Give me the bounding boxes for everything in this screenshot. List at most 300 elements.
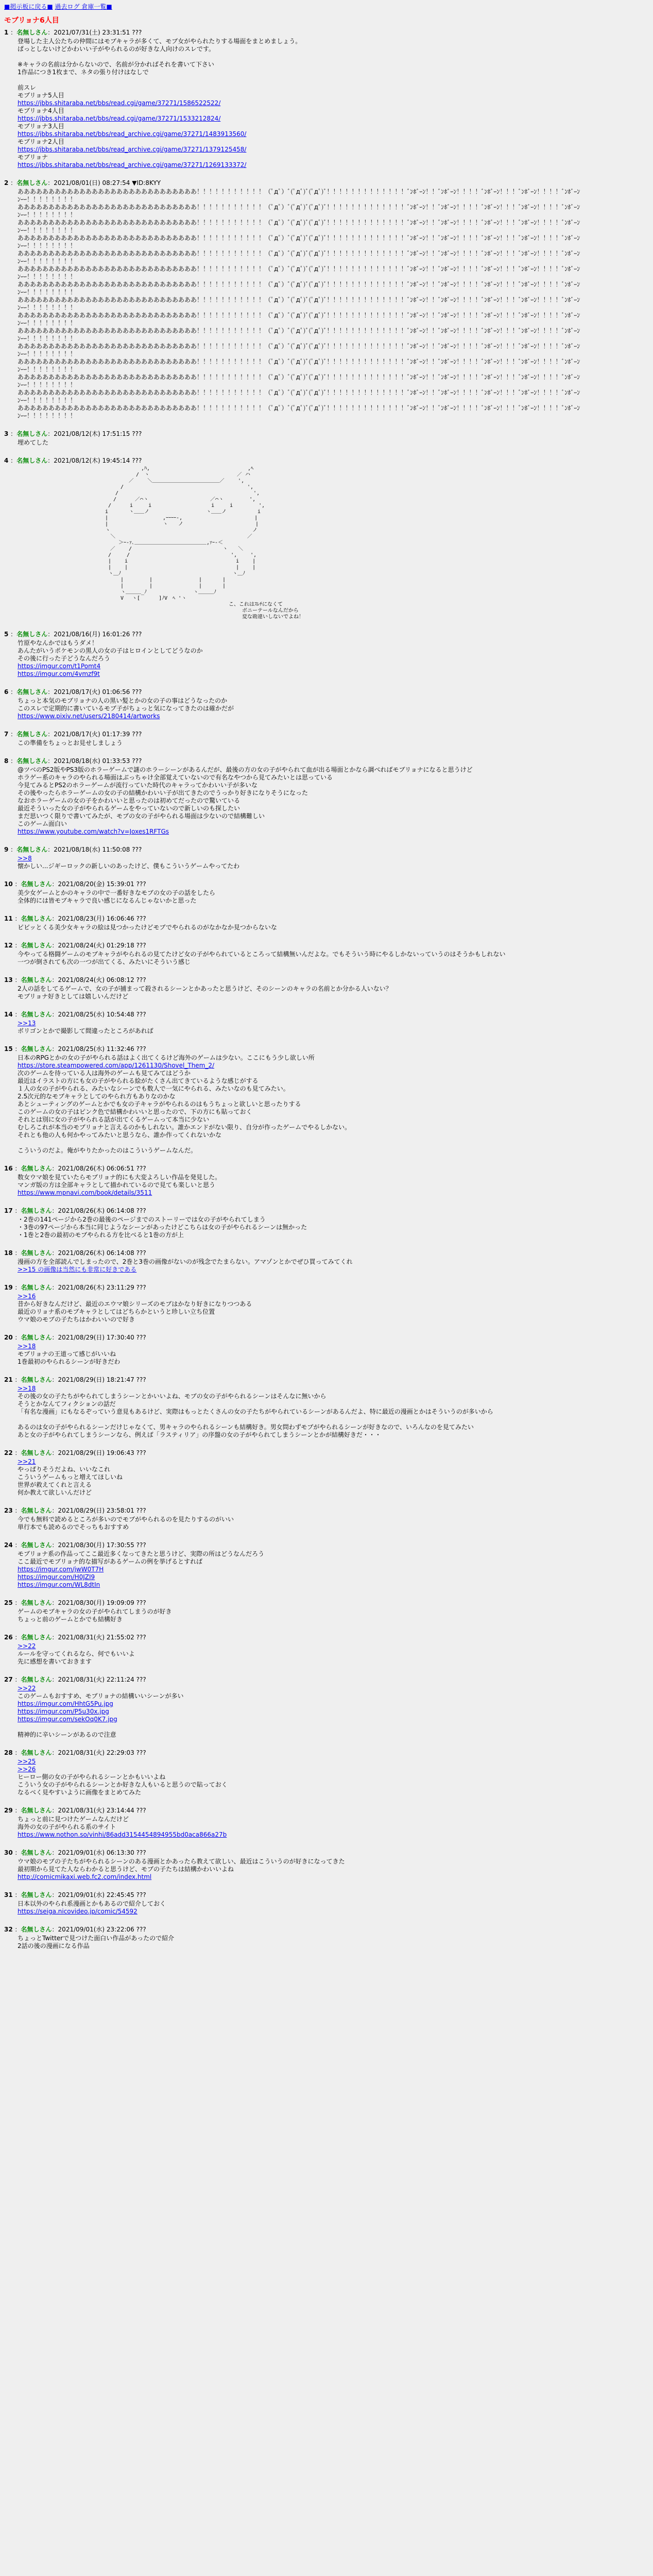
post-link[interactable]: https://imgur.com/HhtG5Pu.jpg <box>18 1700 113 1707</box>
post-line <box>18 1189 649 1197</box>
thread-title: モブリョナ6人目 <box>4 16 59 25</box>
post-link[interactable]: https://seiga.nicovideo.jp/comic/54592 <box>18 1908 138 1915</box>
post <box>4 1507 649 1531</box>
post-line: あとシューティングのゲームとかでも女の子キャラがやられるのはもうちょっと欲しいと思ったりする <box>18 1100 301 1108</box>
post-line: モブリョナ2人目 <box>18 138 64 145</box>
post-link[interactable]: https://jbbs.shitaraba.net/bbs/read_archive.cgi/game/37271/1483913560/ <box>18 130 247 138</box>
post-line: / ヽ ／ ハ <box>18 472 251 478</box>
post-body <box>18 439 649 447</box>
post-line: 「有名な漫画」にもなるぞっていう意見もあるけど、実際はもっとたくさんの女の子たちがやられているシーンがあるんだよ、特に最近の漫画とかはそういうのが多いから <box>18 1408 493 1415</box>
post-number[interactable]: 16 <box>4 1165 13 1172</box>
post-line: 漫画の方を全部読んでしまったので、2巻と3巻の画像がないのが残念でたまらない。アマゾンとかでぜひ買ってみてくれ <box>18 1258 353 1265</box>
post-date: ：2021/08/24(火) 01:29:18 ??? <box>51 942 146 949</box>
post <box>4 915 649 931</box>
post-line: ＞ｰ‐ｧ､＿＿＿＿＿＿＿＿＿＿＿＿＿＿,ｧｰ‐＜ <box>18 540 224 546</box>
post-line: V ヽ[ ]ﾉV ﾍ 'ヽ <box>18 596 187 601</box>
post-number[interactable]: 24 <box>4 1541 13 1549</box>
post-line: | | | | <box>18 565 256 570</box>
post-link[interactable]: https://imgur.com/WL8dtIn <box>18 1581 100 1588</box>
post-line: ボニーテールなんだから <box>18 608 299 614</box>
post <box>4 1376 649 1439</box>
post-line <box>18 130 649 138</box>
post-line: @ツベのPS2版やPS3版のホラーゲームで謎のホラーシーンがあるんだが、最後の方の女の子がやられて血が出る場面とかなら調べればモブリョナになると思うけど <box>18 766 473 773</box>
reply-anchor-link[interactable]: >>22 <box>18 1642 36 1650</box>
post-line: その後の女の子たちがやられてしまうシーンとかいいよね、モブの女の子がやられるシーンはそんなに無いから <box>18 1393 326 1400</box>
post-line: 埋めてした <box>18 439 49 446</box>
post-number[interactable]: 22 <box>4 1449 13 1456</box>
post-line: 前スレ <box>18 84 37 91</box>
post-body <box>18 1900 649 1916</box>
post-header: 28 ：名無しさん：2021/08/31(火) 22:29:03 ??? <box>4 1749 146 1756</box>
post-link[interactable]: https://jbbs.shitaraba.net/bbs/read.cgi/game/37271/1533212824/ <box>18 115 221 122</box>
post-body <box>18 1642 649 1666</box>
post-body <box>18 1054 649 1155</box>
post-link[interactable]: https://store.steampowered.com/app/1261130/Shovel_Them_2/ <box>18 1062 215 1069</box>
post-number[interactable]: 23 <box>4 1507 13 1514</box>
post-line: ここ最近でモブリョナ的な描写があるゲームの例を挙げるとすれば <box>18 1558 203 1565</box>
post-line <box>18 1766 649 1773</box>
post-header: 31 ：名無しさん：2021/09/01(水) 22:45:45 ??? <box>4 1891 146 1899</box>
post-line: こ、これはｽﾚﾁになくて <box>18 602 283 607</box>
post-date: ：2021/08/31(火) 23:14:44 ??? <box>51 1807 146 1814</box>
post-line <box>18 670 649 678</box>
post-line: / i i i i ', <box>18 503 265 509</box>
post-line <box>18 1873 649 1881</box>
post-header: 23 ：名無しさん：2021/08/29(日) 23:58:01 ??? <box>4 1507 146 1514</box>
reply-anchor-link[interactable]: >>22 <box>18 1685 36 1692</box>
post-number[interactable]: 11 <box>4 915 13 922</box>
post-link[interactable]: https://www.nothon.so/vinhi/86add3154454894955bd0aca866a27b <box>18 1831 227 1838</box>
post-line: ﾝｰｰ！！！！！！！！ <box>18 242 77 249</box>
post-line: ヒーロー側の女の子がやられるシーンとかもいいよね <box>18 1773 166 1781</box>
post-number[interactable]: 9 <box>4 846 9 853</box>
post-header: 14 ：名無しさん：2021/08/25(水) 10:54:48 ??? <box>4 1011 146 1018</box>
post-line: モブリョナ <box>18 154 48 161</box>
post-body <box>18 985 649 1001</box>
post-number[interactable]: 27 <box>4 1676 13 1683</box>
archive-list-link[interactable]: 過去ログ 倉庫一覧■ <box>55 3 112 10</box>
reply-anchor-link[interactable]: >>16 <box>18 1293 36 1300</box>
post-link[interactable]: https://jbbs.shitaraba.net/bbs/read_archive.cgi/game/37271/1379125458/ <box>18 146 247 153</box>
post <box>4 1249 649 1274</box>
post-line: ヽ ￣ ノ <box>18 528 258 533</box>
post-line: その後に行った子どうなんだろう <box>18 655 111 662</box>
post-date: ：2021/08/26(木) 06:14:08 ??? <box>51 1249 146 1257</box>
post-line: 変な勘違いしないでよね！ <box>18 614 304 620</box>
post-line: あんたがいうポケモンの黒人の女の子はヒロインとしてどうなのか <box>18 647 203 654</box>
post-number[interactable]: 32 <box>4 1926 13 1933</box>
post-date: ：2021/08/16(月) 16:01:26 ??? <box>47 631 142 638</box>
post <box>4 1676 649 1739</box>
post-number[interactable]: 15 <box>4 1045 13 1053</box>
post-line: モブリョナ4人目 <box>18 107 64 114</box>
post <box>4 1045 649 1155</box>
post-line: 昔から好きなんだけど、最近のエウマ娘シリーズのモブはかなり好きになりつつある <box>18 1300 252 1308</box>
post-date: ：2021/08/25(水) 11:32:46 ??? <box>51 1045 146 1053</box>
post-body <box>18 951 649 966</box>
post-line: 今見てみるとPS2のホラーゲームが流行っていた時代のキャラってかわいい子が多いな <box>18 782 258 789</box>
post-line <box>18 1139 649 1147</box>
post-line: / ', <box>18 484 254 490</box>
post-line: 2人の話をしてるゲームで、女の子が捕まって殺されるシーンとかあったと思うけど、そのシーンのキャラの名前とか分かる人いない？ <box>18 985 392 992</box>
post-number[interactable]: 4 <box>4 457 9 464</box>
post-body <box>18 1816 649 1839</box>
post-line <box>18 1758 649 1766</box>
post-line <box>18 1416 649 1423</box>
post-date: ：2021/08/26(木) 06:14:08 ??? <box>51 1207 146 1214</box>
top-nav <box>4 2 649 11</box>
post <box>4 1011 649 1035</box>
post-line: あるのは女の子がやられるシーンだけじゃなくて、男キャラのやられるシーンも結構好き。男女問わずモブがやられるシーンが好きなので、いろんなのを見てみたい <box>18 1423 474 1431</box>
post-line: その後やったらホラーゲームの女の子の結構かわいい子が出てきたのでうっかり好きになりそうになった <box>18 789 308 796</box>
post-line: ﾝｰｰ！！！！！！！！ <box>18 335 77 342</box>
post-line: 数女ウマ娘を見ていたらモブリョナ的にも大変よろしい作品を発見した。 <box>18 1174 221 1181</box>
post-line <box>18 53 649 61</box>
post-line: 1巻最初のやられるシーンが好きだわ <box>18 1358 121 1365</box>
post-line: あああああああああああああああああああああああああああああ！！！！！！！！！！！（ﾟдﾟ）ﾞ(ﾟдﾟ)ﾞ(ﾟдﾟ)ﾞ！！！！！！！！！！！！！ﾞﾝﾎﾞｰﾝ！！ﾞﾝﾎﾞｰﾝ！！！！ﾞﾝﾎﾞｰﾝ！！！ﾞﾝﾎﾞｰﾝ！！！！ﾞﾝﾎﾞｰﾝ <box>18 312 580 319</box>
reply-anchor-link[interactable]: >>8 <box>18 855 32 862</box>
post-line: 海外の女の子がやられる系のサイト <box>18 1823 116 1831</box>
post-line <box>18 713 649 720</box>
post-line: 美少女ゲームとかのキャラの中で一番好きなモブの女の子の話をしたら <box>18 889 216 896</box>
post-line: 今やってる格闘ゲームのモブキャラがやられるの見てたけど女の子がやられているところって結構無いんだよな。でもそういう時にやるしかないっていうのはそうかもしれない <box>18 951 506 958</box>
post-body <box>18 739 649 747</box>
post-date: ：2021/08/18(水) 01:33:53 ??? <box>47 757 142 765</box>
post-line: ちょっと本気のモブリョナの人の黒い髪とかの女の子の事はどうなったのか <box>18 697 228 704</box>
post-link[interactable]: https://jbbs.shitaraba.net/bbs/read.cgi/game/37271/1586522522/ <box>18 99 221 107</box>
post-link[interactable]: https://imgur.com/sekOq0K7.jpg <box>18 1716 117 1723</box>
post-line: このゲームの女の子はピンク色で結構かわいいと思ったので、下の方にも貼っておく <box>18 1108 252 1115</box>
post-number[interactable]: 18 <box>4 1249 13 1257</box>
post-line <box>18 855 649 862</box>
post-line: こういう女の子がやられるシーンとか好きな人もいると思うので貼っておく <box>18 1781 228 1788</box>
post-line: 先に感想を書いておきます <box>18 1658 92 1665</box>
post-line: ﾝｰｰ！！！！！！！！ <box>18 227 77 234</box>
post <box>4 29 649 169</box>
post-body <box>18 889 649 905</box>
post-date: ：2021/08/18(水) 11:50:08 ??? <box>47 846 142 853</box>
post-line: 懐かしい...ジギーロックの新しいのあったけど、僕もこういうゲームやってたわ <box>18 862 240 870</box>
post-author: 名無しさん <box>21 1284 52 1291</box>
post-line: ボリゴンとかで撮影して間違ったところがあれば <box>18 1027 153 1035</box>
post-line: | i i | <box>18 558 256 564</box>
post-date: ：2021/08/24(火) 06:08:12 ??? <box>51 976 146 984</box>
post-line: 日本以外のやられ系漫画とかもあるので紹介しておく <box>18 1900 166 1907</box>
post-header: 24 ：名無しさん：2021/08/30(月) 17:30:55 ??? <box>4 1541 146 1549</box>
post-body <box>18 1385 649 1439</box>
post-line: なるべく見やすいように画像をまとめてみた <box>18 1789 142 1796</box>
post-number[interactable]: 8 <box>4 757 9 765</box>
post-date: ：2021/08/26(木) 23:11:29 ??? <box>51 1284 146 1291</box>
post-line: ※キャラの名前は分からないので、名前が分かればそれを書いて下さい <box>18 61 214 68</box>
post-author: 名無しさん <box>16 29 48 36</box>
post <box>4 457 649 620</box>
post-line <box>18 1343 649 1350</box>
post-author: 名無しさん <box>21 1676 52 1683</box>
post-date: ：2021/08/30(月) 17:30:55 ??? <box>51 1541 146 1549</box>
post-header: 1 ：名無しさん：2021/07/31(土) 23:31:51 ??? <box>4 29 142 36</box>
post-header: 10 ：名無しさん：2021/08/20(金) 15:39:01 ??? <box>4 880 146 888</box>
post-header: 4 ：名無しさん：2021/08/12(木) 19:45:14 ??? <box>4 457 142 464</box>
post-author: 名無しさん <box>21 1449 52 1456</box>
post-line <box>18 1385 649 1393</box>
post-line: ／ ＼＿＿＿＿＿＿＿＿＿＿＿＿＿／ ', <box>18 478 245 484</box>
post-body <box>18 1258 649 1274</box>
post-author: 名無しさん <box>21 880 52 888</box>
post-body <box>18 1550 649 1589</box>
post-header: 12 ：名無しさん：2021/08/24(火) 01:29:18 ??? <box>4 942 146 949</box>
post-line: このスレで定期的に書いているモブ子がちょっと気になってきたのは確かだが <box>18 705 234 712</box>
post-link[interactable]: https://imgur.com/P5u30x.jpg <box>18 1708 109 1715</box>
post-line: モブリョナ3人目 <box>18 123 64 130</box>
reply-anchor-link[interactable]: >>21 <box>18 1458 36 1465</box>
reply-anchor-link[interactable]: >>18 <box>18 1343 36 1350</box>
post-date: ：2021/08/23(月) 16:06:46 ??? <box>51 915 146 922</box>
post-link[interactable]: https://imgur.com/H0JZI9 <box>18 1573 95 1581</box>
post-line <box>18 1716 649 1723</box>
post-line: 単行本でも読めるのでそっちもおすすめ <box>18 1523 129 1531</box>
post-header: 18 ：名無しさん：2021/08/26(木) 06:14:08 ??? <box>4 1249 146 1257</box>
post-line: あと女の子がやられてしまうシーンなら、例えば「ラスティリア」の序盤の女の子がやられてしまうシーンとかが結構好きだ・・・ <box>18 1431 381 1438</box>
post-line: この準備をちょっとお見せしましょう <box>18 739 123 747</box>
post-line: ﾝｰｰ！！！！！！！！ <box>18 196 77 203</box>
post-line: ﾝｰｰ！！！！！！！！ <box>18 381 77 388</box>
post-number[interactable]: 28 <box>4 1749 13 1756</box>
post-date: ：2021/08/20(金) 15:39:01 ??? <box>51 880 146 888</box>
post-body <box>18 38 649 169</box>
post-link[interactable]: https://www.pixiv.net/users/2180414/artworks <box>18 713 160 720</box>
post-body <box>18 1685 649 1739</box>
post-body <box>18 1858 649 1881</box>
post-author: 名無しさん <box>16 731 48 738</box>
post-line: ﾝｰｰ！！！！！！！！ <box>18 289 77 296</box>
post-author: 名無しさん <box>21 1207 52 1214</box>
post-line <box>18 828 649 836</box>
post-date: ：2021/08/29(日) 19:06:43 ??? <box>51 1449 146 1456</box>
post-line: | | | | <box>18 583 226 589</box>
post-line: モブリョナ好きとしては嬉しいんだけど <box>18 993 129 1000</box>
post-header: 15 ：名無しさん：2021/08/25(水) 11:32:46 ??? <box>4 1045 146 1053</box>
post-line: | ヽ ノ | <box>18 521 259 527</box>
post-date: ：2021/08/12(木) 17:51:15 ??? <box>47 430 142 437</box>
back-to-board-link[interactable]: ■掲示板に戻る■ <box>4 3 53 10</box>
post-body <box>18 466 649 620</box>
post-author: 名無しさん <box>21 1249 52 1257</box>
post-date: ：2021/08/29(日) 18:21:47 ??? <box>51 1376 146 1383</box>
post-line <box>18 1458 649 1466</box>
post-author: 名無しさん <box>16 757 48 765</box>
post-number[interactable]: 1 <box>4 29 9 36</box>
post-author: 名無しさん <box>21 1165 52 1172</box>
post <box>4 179 649 420</box>
post-header: 2 ：名無しさん：2021/08/01(日) 08:27:54 ▼ID:8KYY <box>4 179 161 187</box>
post-list <box>4 29 649 1950</box>
post-line: 最近はイラストの方にも女の子がやられる絵がたくさん出てきているような感じがする <box>18 1077 259 1084</box>
post-line: 一つが倒されても次の一つが出てくる、みたいにそういう感じ <box>18 958 191 965</box>
post-author: 名無しさん <box>21 1507 52 1514</box>
post-line: あああああああああああああああああああああああああああああ！！！！！！！！！！！（ﾟдﾟ）ﾞ(ﾟдﾟ)ﾞ(ﾟдﾟ)ﾞ！！！！！！！！！！！！！ﾞﾝﾎﾞｰﾝ！！ﾞﾝﾎﾞｰﾝ！！！！ﾞﾝﾎﾞｰﾝ！！！ﾞﾝﾎﾞｰﾝ！！！！ﾞﾝﾎﾞｰﾝ <box>18 404 580 412</box>
post-number[interactable]: 13 <box>4 976 13 984</box>
post-line: あああああああああああああああああああああああああああああ！！！！！！！！！！！（ﾟдﾟ）ﾞ(ﾟдﾟ)ﾞ(ﾟдﾟ)ﾞ！！！！！！！！！！！！！ﾞﾝﾎﾞｰﾝ！！ﾞﾝﾎﾞｰﾝ！！！！ﾞﾝﾎﾞｰﾝ！！！ﾞﾝﾎﾞｰﾝ！！！！ﾞﾝﾎﾞｰﾝ <box>18 250 580 257</box>
post-line: あああああああああああああああああああああああああああああ！！！！！！！！！！！（ﾟдﾟ）ﾞ(ﾟдﾟ)ﾞ(ﾟдﾟ)ﾞ！！！！！！！！！！！！！ﾞﾝﾎﾞｰﾝ！！ﾞﾝﾎﾞｰﾝ！！！！ﾞﾝﾎﾞｰﾝ！！！ﾞﾝﾎﾞｰﾝ！！！！ﾞﾝﾎﾞｰﾝ <box>18 234 580 242</box>
post-number[interactable]: 12 <box>4 942 13 949</box>
post-line: こういうのだよ。俺がやりたかったのはこういうゲームなんだ。 <box>18 1147 197 1154</box>
post <box>4 942 649 966</box>
post-number[interactable]: 2 <box>4 179 9 187</box>
post <box>4 731 649 747</box>
post-header: 25 ：名無しさん：2021/08/30(月) 19:09:09 ??? <box>4 1599 146 1606</box>
post-number[interactable]: 19 <box>4 1284 13 1291</box>
post-line: あああああああああああああああああああああああああああああ！！！！！！！！！！！（ﾟдﾟ）ﾞ(ﾟдﾟ)ﾞ(ﾟдﾟ)ﾞ！！！！！！！！！！！！！ﾞﾝﾎﾞｰﾝ！！ﾞﾝﾎﾞｰﾝ！！！！ﾞﾝﾎﾞｰﾝ！！！ﾞﾝﾎﾞｰﾝ！！！！ﾞﾝﾎﾞｰﾝ <box>18 327 580 334</box>
post-line <box>18 76 649 84</box>
post-author: 名無しさん <box>21 1045 52 1053</box>
post-line: ヽ＿＿＿_ﾉ ヽ＿＿＿ﾉ <box>18 589 217 595</box>
post-number[interactable]: 30 <box>4 1849 13 1856</box>
post-body <box>18 1516 649 1531</box>
reply-anchor-link[interactable]: >>26 <box>18 1766 36 1773</box>
post-header: 22 ：名無しさん：2021/08/29(日) 19:06:43 ??? <box>4 1449 146 1456</box>
post-line <box>18 1062 649 1070</box>
post <box>4 1449 649 1497</box>
post-number[interactable]: 21 <box>4 1376 13 1383</box>
post-line: 今でも無料で読めるところが多いのでモブがやられるのを見たりするのがいい <box>18 1516 234 1523</box>
reply-anchor-link[interactable]: >>15 の画像は当然にも非常に好きである <box>18 1266 137 1273</box>
post <box>4 1284 649 1324</box>
post-line <box>18 1685 649 1692</box>
post <box>4 1807 649 1839</box>
post-line: ・1巻と2巻の最初のモブやられる方を比べると1巻の方が上 <box>18 1231 184 1239</box>
post <box>4 976 649 1001</box>
post-line: ビビッとくる美少女キャラの絵は見つかったけどモブでやられるのがなかなか見つからないな <box>18 924 277 931</box>
post-date: ：2021/08/25(水) 10:54:48 ??? <box>51 1011 146 1018</box>
post-line: あああああああああああああああああああああああああああああ！！！！！！！！！！！（ﾟдﾟ）ﾞ(ﾟдﾟ)ﾞ(ﾟдﾟ)ﾞ！！！！！！！！！！！！！ﾞﾝﾎﾞｰﾝ！！ﾞﾝﾎﾞｰﾝ！！！！ﾞﾝﾎﾞｰﾝ！！！ﾞﾝﾎﾞｰﾝ！！！！ﾞﾝﾎﾞｰﾝ <box>18 188 580 195</box>
post-line: こういうゲームもっと増えてほしいね <box>18 1473 123 1481</box>
post-date: ：2021/08/29(日) 17:30:40 ??? <box>51 1334 146 1341</box>
post <box>4 1749 649 1797</box>
post-number[interactable]: 5 <box>4 631 9 638</box>
post-line: ﾝｰｰ！！！！！！！！ <box>18 258 77 265</box>
post-line: あああああああああああああああああああああああああああああ！！！！！！！！！！！（ﾟдﾟ）ﾞ(ﾟдﾟ)ﾞ(ﾟдﾟ)ﾞ！！！！！！！！！！！！！ﾞﾝﾎﾞｰﾝ！！ﾞﾝﾎﾞｰﾝ！！！！ﾞﾝﾎﾞｰﾝ！！！ﾞﾝﾎﾞｰﾝ！！！！ﾞﾝﾎﾞｰﾝ <box>18 204 580 211</box>
post-line: やっぱりそうだよね、いいなこれ <box>18 1466 111 1473</box>
post-line: そうとかなんてフィクションの話だ <box>18 1400 116 1408</box>
post-number[interactable]: 29 <box>4 1807 13 1814</box>
post-author: 名無しさん <box>16 430 48 437</box>
post-number[interactable]: 10 <box>4 880 13 888</box>
post-body <box>18 1935 649 1950</box>
post-line: 2.5次元的なモブキャラとしてのやられ方もありなのかな <box>18 1093 176 1100</box>
post-link[interactable]: https://www.mpnavi.com/book/details/3511 <box>18 1189 152 1196</box>
post-line: ホラゲー系のキャラのやられる場面はぶっちゃけ全部覚えていないので有名なやつから見てみたいとは思っている <box>18 774 333 781</box>
post-body <box>18 1174 649 1197</box>
reply-anchor-link[interactable]: >>18 <box>18 1385 36 1392</box>
post <box>4 1599 649 1623</box>
post-line <box>18 115 649 123</box>
post-line <box>18 1700 649 1708</box>
post-line: ／ / ヽ ＼ <box>18 546 244 552</box>
post-date: ：2021/08/26(木) 06:06:51 ??? <box>51 1165 146 1172</box>
post-line: ﾝｰｰ！！！！！！！！ <box>18 366 77 373</box>
post-date: ：2021/08/31(火) 22:11:24 ??? <box>51 1676 146 1683</box>
post-author: 名無しさん <box>16 179 48 187</box>
post-number[interactable]: 7 <box>4 731 9 738</box>
post-line <box>18 1642 649 1650</box>
post-number[interactable]: 17 <box>4 1207 13 1214</box>
post-line: それとは別に女の子がやられる話が出てくるゲームって本当に少ない <box>18 1116 210 1123</box>
post-line: むしろこれが本当のモブリョナと言えるのかもしれない。誰かエンドがない限り、自分が作ったゲームでやるしかない。 <box>18 1124 351 1131</box>
post-date: ：2021/09/01(水) 22:45:45 ??? <box>51 1891 146 1899</box>
post-line <box>18 1020 649 1027</box>
post-line: ルールを守ってくれるなら、何でもいいよ <box>18 1650 135 1657</box>
post-number[interactable]: 26 <box>4 1634 13 1641</box>
post-author: 名無しさん <box>21 1011 52 1018</box>
post-date: ：2021/08/30(月) 19:09:09 ??? <box>51 1599 146 1606</box>
post-date: ：2021/08/31(火) 22:29:03 ??? <box>51 1749 146 1756</box>
post-link[interactable]: https://jbbs.shitaraba.net/bbs/read_archive.cgi/game/37271/1269133372/ <box>18 161 247 168</box>
post-line: ・3巻の97ページから本当に同じようなシーンがあったけどこちらは女の子がやられるシーンは無かった <box>18 1224 307 1231</box>
post-line <box>18 1293 649 1300</box>
post-line: あああああああああああああああああああああああああああああ！！！！！！！！！！！（ﾟдﾟ）ﾞ(ﾟдﾟ)ﾞ(ﾟдﾟ)ﾞ！！！！！！！！！！！！！ﾞﾝﾎﾞｰﾝ！！ﾞﾝﾎﾞｰﾝ！！！！ﾞﾝﾎﾞｰﾝ！！！ﾞﾝﾎﾞｰﾝ！！！！ﾞﾝﾎﾞｰﾝ <box>18 296 580 303</box>
post-header: 27 ：名無しさん：2021/08/31(火) 22:11:24 ??? <box>4 1676 146 1683</box>
post-link[interactable]: http://comicmikaxi.web.fc2.com/index.html <box>18 1873 152 1880</box>
post-author: 名無しさん <box>16 688 48 696</box>
post-author: 名無しさん <box>21 1334 52 1341</box>
post-author: 名無しさん <box>16 846 48 853</box>
post-line <box>18 99 649 107</box>
post-body <box>18 1020 649 1035</box>
post-author: 名無しさん <box>21 1891 52 1899</box>
post-number[interactable]: 3 <box>4 430 9 437</box>
post-header: 17 ：名無しさん：2021/08/26(木) 06:14:08 ??? <box>4 1207 146 1214</box>
post-author: 名無しさん <box>21 1599 52 1606</box>
post-number[interactable]: 14 <box>4 1011 13 1018</box>
post-link[interactable]: https://imgur.com/t1Pomt4 <box>18 663 101 670</box>
post-number[interactable]: 20 <box>4 1334 13 1341</box>
post-number[interactable]: 6 <box>4 688 9 696</box>
post-number[interactable]: 25 <box>4 1599 13 1606</box>
post-date: ：2021/07/31(土) 23:31:51 ??? <box>47 29 142 36</box>
post <box>4 1165 649 1197</box>
post-header: 29 ：名無しさん：2021/08/31(火) 23:14:44 ??? <box>4 1807 146 1814</box>
post-header: 19 ：名無しさん：2021/08/26(木) 23:11:29 ??? <box>4 1284 146 1291</box>
post-line: ﾝｰｰ！！！！！！！！ <box>18 412 77 419</box>
post-line <box>18 1708 649 1716</box>
post-link[interactable]: https://www.youtube.com/watch?v=Joxes1RFTGs <box>18 828 169 835</box>
post-line: このゲーム面白い <box>18 820 67 827</box>
post-number[interactable]: 31 <box>4 1891 13 1899</box>
post <box>4 1891 649 1916</box>
post-line: 最近そういった女の子がやられるゲームをやっていないので新しいのも探したい <box>18 805 240 812</box>
post-date: ：2021/09/01(水) 23:22:06 ??? <box>51 1926 146 1933</box>
post-link[interactable]: https://imgur.com/jwW0T7H <box>18 1566 104 1573</box>
post-line: １人の女の子がやられる、みたいなシーンでも数人で一気にやられる、みたいなのも見てみたい。 <box>18 1085 289 1092</box>
post-link[interactable]: https://imgur.com/4vmzf9t <box>18 670 100 677</box>
reply-anchor-link[interactable]: >>13 <box>18 1020 36 1027</box>
post <box>4 757 649 836</box>
post-date: ：2021/08/31(火) 21:55:02 ??? <box>51 1634 146 1641</box>
post-line: ﾝｰｰ！！！！！！！！ <box>18 304 77 311</box>
reply-anchor-link[interactable]: >>25 <box>18 1758 36 1765</box>
post-line: ﾝｰｰ！！！！！！！！ <box>18 273 77 280</box>
post-line: あああああああああああああああああああああああああああああ！！！！！！！！！！！（ﾟдﾟ）ﾞ(ﾟдﾟ)ﾞ(ﾟдﾟ)ﾞ！！！！！！！！！！！！！ﾞﾝﾎﾞｰﾝ！！ﾞﾝﾎﾞｰﾝ！！！！ﾞﾝﾎﾞｰﾝ！！！ﾞﾝﾎﾞｰﾝ！！！！ﾞﾝﾎﾞｰﾝ <box>18 219 580 226</box>
post-author: 名無しさん <box>21 1926 52 1933</box>
post-line: あああああああああああああああああああああああああああああ！！！！！！！！！！！（ﾟдﾟ）ﾞ(ﾟдﾟ)ﾞ(ﾟдﾟ)ﾞ！！！！！！！！！！！！！ﾞﾝﾎﾞｰﾝ！！ﾞﾝﾎﾞｰﾝ！！！！ﾞﾝﾎﾞｰﾝ！！！ﾞﾝﾎﾞｰﾝ！！！！ﾞﾝﾎﾞｰﾝ <box>18 343 580 350</box>
post-date: ：2021/08/12(木) 19:45:14 ??? <box>47 457 142 464</box>
post-header: 20 ：名無しさん：2021/08/29(日) 17:30:40 ??? <box>4 1334 146 1341</box>
post-line: | | | | <box>18 577 226 583</box>
post-body <box>18 697 649 720</box>
post-line: なおホラーゲームの女の子をかわいいと思ったのは初めてだったので驚いている <box>18 797 240 804</box>
post-line: 登場した主人公たちの仲間にはモブキャラが多くて、モブ女がやられたりする場面をまとめましょう。 <box>18 38 302 45</box>
